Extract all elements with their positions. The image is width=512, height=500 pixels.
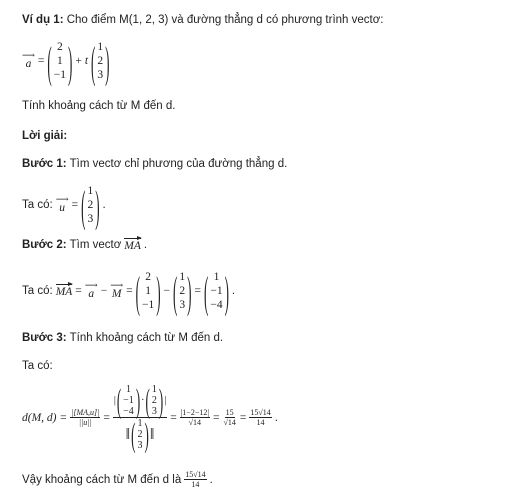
distance-formula: d(M, d) = $\frac{|[MA,u]|}{||u||}$ = | ( 1 −1 −4 ) · ( 1 2 3 ) | ‖ ( 1 2 3 ) ‖ = $\frac{|1-2-12|}{√14}$ = $\frac{15}{√14}$ = $\frac{15√14}{14}$ . [22, 381, 278, 454]
step3-label: Bước 3: [22, 332, 67, 344]
fraction-15-sqrt14: $\frac{15}{√14}$ [223, 408, 236, 427]
fraction-cross-norm: $\frac{|[MA,u]|}{||u||}$ [71, 408, 100, 427]
matrix-direction: ( 1 2 3 ) [91, 35, 110, 87]
period: . [231, 285, 236, 297]
fraction-result: $\frac{15√14}{14}$ [250, 408, 271, 427]
matrix-v1: ( 2 1 −1 ) [135, 265, 161, 317]
period: . [143, 239, 148, 252]
equals-sign: = [212, 411, 220, 424]
fraction-numeric: $\frac{|1-2-12|}{√14}$ [180, 408, 209, 427]
vector-ma: MA [55, 285, 73, 298]
step2-line [22, 238, 147, 253]
matrix-v2: ( 1 2 3 ) [173, 265, 192, 317]
vector-m: ⟶ M [110, 279, 124, 300]
equals-sign: = [194, 285, 201, 297]
matrix-u: ( 1 2 3 ) [81, 179, 100, 231]
matrix-v3: ( 1 −1 −4 ) [203, 265, 229, 317]
task-text: Tính khoảng cách từ M đến d. [22, 100, 176, 112]
equals-sign: = [170, 411, 177, 424]
conclusion-text: Vậy khoảng cách từ M đến d là [22, 473, 182, 486]
step3-line [22, 332, 223, 344]
minus-sign: − [100, 285, 108, 297]
step1-label: Bước 1: [22, 158, 67, 170]
matrix-point: ( 2 1 −1 ) [47, 35, 73, 87]
vector-u: ⟶ u [55, 193, 69, 214]
step2-label: Bước 2: [22, 239, 67, 252]
vector-ma: MA [124, 240, 141, 252]
plus-sign: + [75, 55, 82, 67]
step1-text: Tìm vectơ chỉ phương của đường thẳng d. [69, 158, 288, 170]
period: . [209, 473, 213, 486]
equals-sign: = [126, 285, 133, 297]
example-line [22, 14, 383, 26]
conclusion-fraction: $\frac{15√14}{14}$ [185, 470, 206, 489]
taco3-prefix: Ta có: [22, 360, 53, 372]
fraction-matrix: | ( 1 −1 −4 ) · ( 1 2 3 ) | ‖ ( 1 2 3 ) ‖ [113, 381, 167, 454]
parameter-t: t [84, 55, 89, 67]
step3-text: Tính khoảng cách từ M đến d. [69, 332, 224, 344]
taco2-prefix: Ta có: [22, 285, 53, 297]
vector-a: ⟶ a [22, 49, 35, 70]
direction-vector-line [22, 179, 106, 231]
equals-sign: = [75, 285, 82, 297]
example-label: Ví dụ 1: [22, 14, 64, 26]
ma-computation-line [22, 265, 236, 317]
step1-line [22, 158, 287, 170]
distance-lhs: d(M, d) = [22, 411, 68, 424]
example-text: Cho điểm M(1, 2, 3) và đường thẳng d có phương trình vectơ: [66, 14, 384, 26]
solution-label: Lời giải: [22, 130, 68, 142]
conclusion-line [22, 470, 213, 489]
step2-text: Tìm vectơ [69, 239, 122, 252]
vector-equation [22, 35, 110, 87]
equals-sign: = [103, 411, 110, 424]
vector-a: ⟶ a [84, 279, 98, 300]
minus-sign: − [163, 285, 171, 297]
equals-sign: = [71, 199, 79, 211]
taco1-prefix: Ta có: [22, 199, 53, 211]
equals-sign: = [37, 55, 45, 67]
period: . [102, 199, 106, 211]
equals-sign: = [239, 411, 247, 424]
